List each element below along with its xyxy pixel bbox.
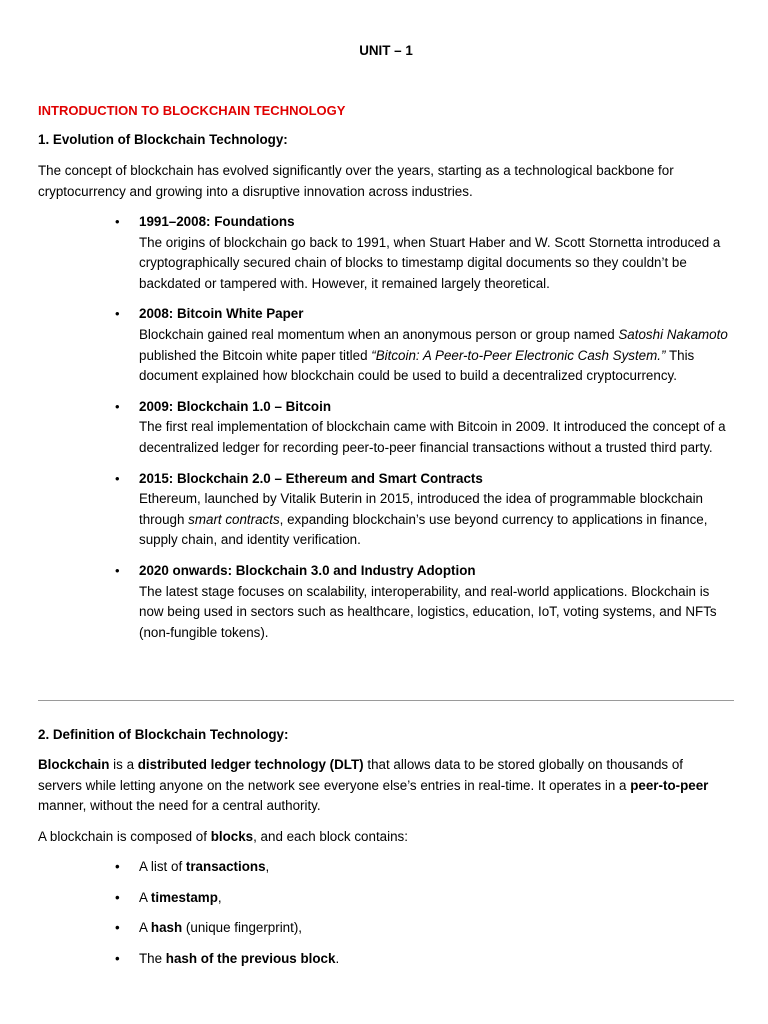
bullet-icon: •: [115, 950, 120, 966]
bullet-icon: •: [115, 398, 120, 414]
item-text-italic: smart contracts: [188, 511, 280, 527]
list-item: [38, 857, 734, 878]
composition-text: A blockchain is composed of: [38, 829, 211, 844]
list-item: [38, 397, 734, 459]
item-text-italic: “Bitcoin: A Peer-to-Peer Electronic Cash System.”: [371, 347, 666, 363]
item-title: 2015: Blockchain 2.0 – Ethereum and Smart Contracts: [139, 470, 483, 486]
component-text: (unique fingerprint),: [182, 920, 303, 936]
section2-heading: 2. Definition of Blockchain Technology:: [38, 727, 289, 742]
component-text: The: [139, 950, 166, 966]
item-title: 2009: Blockchain 1.0 – Bitcoin: [139, 398, 332, 414]
component-bold: transactions: [185, 859, 266, 874]
list-item: [38, 212, 734, 294]
component-text: A list of: [139, 859, 186, 874]
component-text: .: [335, 950, 340, 966]
bullet-icon: •: [115, 306, 120, 322]
component-text: ,: [265, 859, 270, 874]
item-text-part: Ethereum, launched by Vitalik Buterin in 2015, introduced the idea of programmable blockchain through: [139, 491, 703, 527]
item-text: The origins of blockchain go back to 1991, when Stuart Haber and W. Scott Stornetta introduced a cryptographically secured chain of blocks to timestamp digital documents so they couldn’t be backdated or tampered with. However, it remained largely theoretical.: [139, 234, 721, 291]
bullet-icon: •: [115, 470, 120, 486]
definition-bold: distributed ledger technology (DLT): [137, 757, 364, 772]
definition-text: manner, without the need for a central authority.: [38, 798, 321, 814]
item-title: 2020 onwards: Blockchain 3.0 and Industry Adoption: [139, 562, 476, 578]
composition-paragraph: [38, 827, 408, 848]
item-text-part: published the Bitcoin white paper titled: [139, 347, 372, 363]
component-bold: hash: [150, 920, 183, 936]
section-heading: INTRODUCTION TO BLOCKCHAIN TECHNOLOGY: [38, 103, 346, 118]
item-text-part: , expanding blockchain’s use beyond currency to applications in finance, supply chain, and identity verification.: [139, 511, 708, 548]
bullet-icon: •: [115, 889, 120, 905]
item-title: 1991–2008: Foundations: [139, 214, 295, 229]
component-text: A: [139, 920, 151, 936]
list-item: [38, 918, 734, 939]
definition-text: is a: [109, 757, 138, 772]
component-text: ,: [217, 889, 222, 905]
item-title: 2008: Bitcoin White Paper: [139, 306, 304, 322]
definition-bold: Blockchain: [38, 757, 110, 772]
list-item: [38, 304, 734, 386]
bullet-icon: •: [115, 214, 120, 229]
item-text-italic: Satoshi Nakamoto: [618, 326, 728, 342]
evolution-list: [38, 212, 734, 653]
item-text: [139, 489, 734, 551]
list-item: [38, 888, 734, 909]
component-bold: hash of the previous block: [165, 950, 336, 966]
bullet-icon: •: [115, 920, 120, 936]
component-text: A: [139, 889, 151, 905]
bullet-icon: •: [115, 859, 120, 874]
component-bold: timestamp: [150, 889, 218, 905]
block-components-list: [38, 857, 734, 979]
composition-text: , and each block contains:: [253, 829, 408, 844]
section1-heading: 1. Evolution of Blockchain Technology:: [38, 132, 288, 147]
section1-intro: The concept of blockchain has evolved significantly over the years, starting as a technological backbone for cryptocurrency and growing into a disruptive innovation across industries.: [38, 163, 674, 199]
bullet-icon: •: [115, 562, 120, 578]
list-item: [38, 949, 734, 970]
list-item: [38, 469, 734, 551]
composition-bold: blocks: [210, 829, 254, 844]
definition-paragraph: [38, 755, 728, 817]
section-divider: [38, 700, 734, 701]
item-text-part: This document explained how blockchain could be used to build a decentralized cryptocurrency.: [139, 347, 695, 384]
item-text: The latest stage focuses on scalability, interoperability, and real-world applications. Blockchain is now being used in sectors such as healthcare, logistics, education, IoT, voting systems, and NFTs (non-fungible tokens).: [139, 583, 717, 640]
list-item: [38, 561, 734, 643]
item-text: [139, 325, 734, 387]
item-text-part: Blockchain gained real momentum when an anonymous person or group named: [139, 326, 619, 342]
item-text: The first real implementation of blockchain came with Bitcoin in 2009. It introduced the concept of a decentralized ledger for recording peer-to-peer financial transactions without a trusted third party.: [139, 419, 726, 455]
definition-bold: peer-to-peer: [630, 777, 709, 793]
definition-text: that allows data to be stored globally on thousands of servers while letting anyone on the network see everyone else’s entries in real-time. It operates in a: [38, 757, 683, 793]
unit-title: UNIT – 1: [359, 43, 413, 58]
